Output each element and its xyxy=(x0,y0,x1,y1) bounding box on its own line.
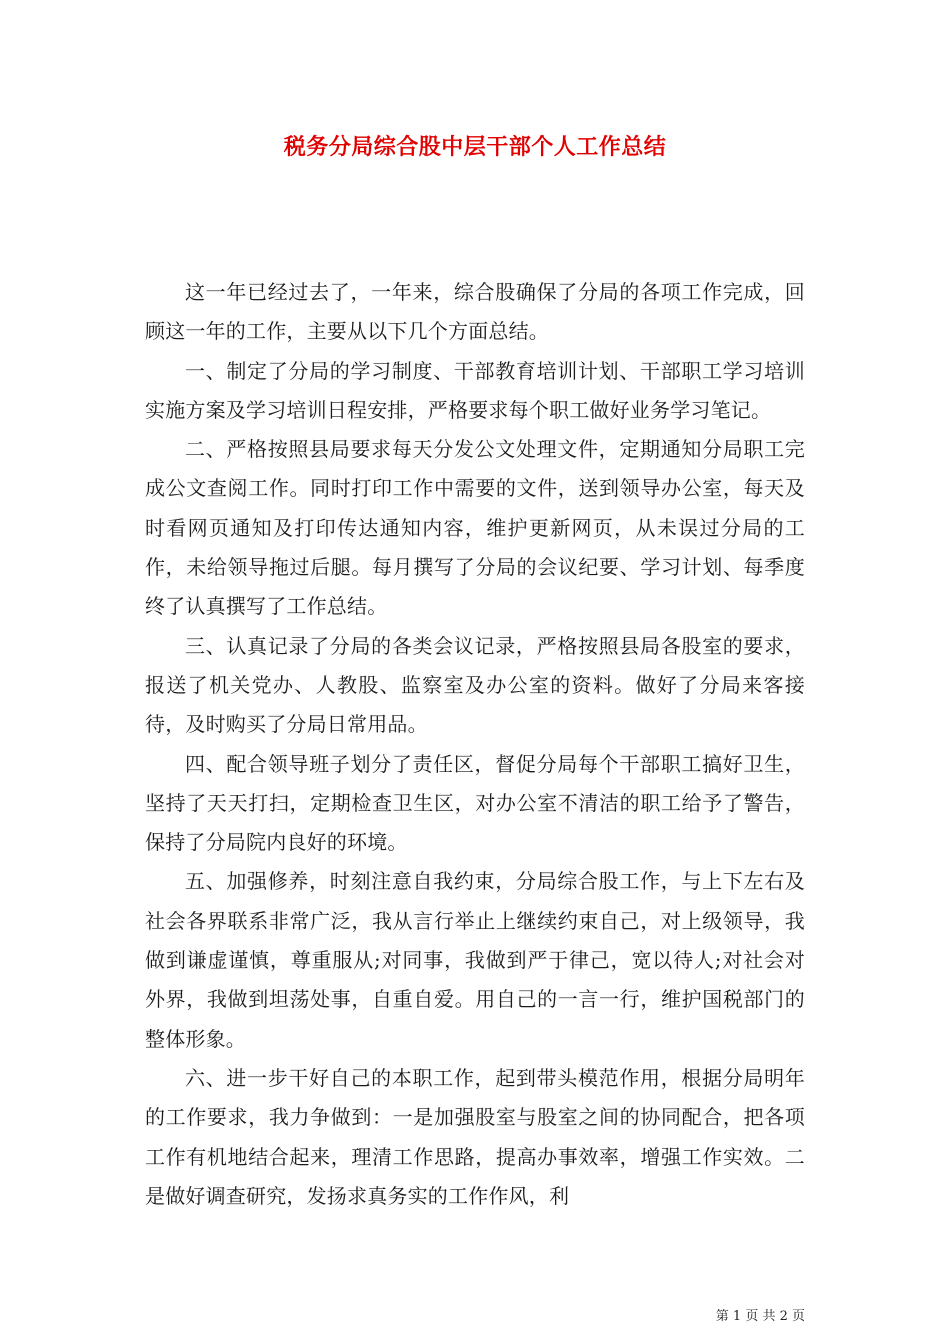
document-body xyxy=(145,273,805,1216)
page-number-footer: 第 1 页 共 2 页 xyxy=(715,1309,805,1324)
paragraph-intro: 这一年已经过去了，一年来，综合股确保了分局的各项工作完成，回顾这一年的工作，主要从以下几个方面总结。 xyxy=(145,280,805,344)
paragraph-4: 四、配合领导班子划分了责任区，督促分局每个干部职工搞好卫生，坚持了天天打扫，定期检查卫生区，对办公室不清洁的职工给予了警告，保持了分局院内良好的环境。 xyxy=(145,751,805,855)
paragraph-5: 五、加强修养，时刻注意自我约束，分局综合股工作，与上下左右及社会各界联系非常广泛，我从言行举止上继续约束自己，对上级领导，我做到谦虚谨慎，尊重服从;对同事，我做到严于律己，宽以待人;对社会对外界，我做到坦荡处事，自重自爱。用自己的一言一行，维护国税部门的整体形象。 xyxy=(145,869,805,1051)
paragraph-1: 一、制定了分局的学习制度、干部教育培训计划、干部职工学习培训实施方案及学习培训日程安排，严格要求每个职工做好业务学习笔记。 xyxy=(145,358,805,422)
paragraph-3: 三、认真记录了分局的各类会议记录，严格按照县局各股室的要求，报送了机关党办、人教股、监察室及办公室的资料。做好了分局来客接待，及时购买了分局日常用品。 xyxy=(145,633,805,737)
paragraph-6: 六、进一步干好自己的本职工作，起到带头模范作用，根据分局明年的工作要求，我力争做到：一是加强股室与股室之间的协同配合，把各项工作有机地结合起来，理清工作思路，提高办事效率，增强工作实效。二是做好调查研究，发扬求真务实的工作作风，利 xyxy=(145,1065,805,1208)
paragraph-2: 二、严格按照县局要求每天分发公文处理文件，定期通知分局职工完成公文查阅工作。同时打印工作中需要的文件，送到领导办公室，每天及时看网页通知及打印传达通知内容，维护更新网页，从未误过分局的工作，未给领导拖过后腿。每月撰写了分局的会议纪要、学习计划、每季度终了认真撰写了工作总结。 xyxy=(145,437,805,619)
document-title: 税务分局综合股中层干部个人工作总结 xyxy=(283,135,667,160)
